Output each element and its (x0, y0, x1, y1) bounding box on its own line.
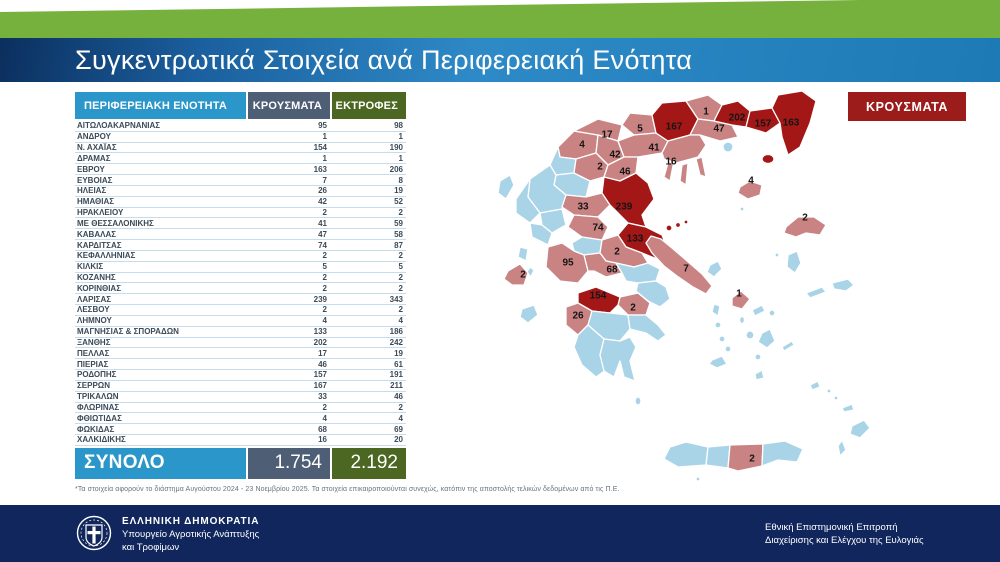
table-row (75, 262, 406, 273)
cases-value: 2 (322, 273, 327, 282)
map-region-label: 5 (637, 123, 643, 135)
table-header-cases: ΚΡΟΥΣΜΑΤΑ (248, 92, 330, 119)
table-total-row (75, 448, 406, 479)
map-region-label: 133 (626, 233, 644, 245)
cases-value: 4 (322, 413, 327, 423)
table-row (75, 370, 406, 381)
region-name: ΚΕΦΑΛΛΗΝΙΑΣ (77, 251, 136, 261)
cases-value: 41 (318, 218, 327, 228)
table-row (75, 186, 406, 197)
table-row (75, 424, 406, 435)
cases-value: 5 (322, 262, 327, 272)
map-region-label: 68 (606, 264, 618, 276)
region-name: ΑΙΤΩΛΟΑΚΑΡΝΑΝΙΑΣ (77, 121, 161, 131)
region-name: ΚΟΖΑΝΗΣ (77, 273, 116, 282)
region-name: ΠΙΕΡΙΑΣ (77, 359, 109, 369)
cases-value: 133 (313, 327, 327, 337)
cases-value: 33 (318, 392, 327, 402)
title-bar (0, 38, 1000, 82)
farms-value: 191 (389, 370, 403, 380)
table-row (75, 164, 406, 175)
farms-value: 2 (398, 402, 403, 412)
top-green-band (0, 0, 1000, 38)
table-row (75, 197, 406, 208)
table-header-farms: ΕΚΤΡΟΦΕΣ (332, 92, 406, 119)
map-region-label: 33 (577, 201, 589, 213)
farms-value: 19 (394, 186, 403, 196)
farms-value: 20 (394, 435, 403, 445)
map-region-label: 46 (619, 166, 631, 178)
farms-value: 2 (398, 305, 403, 315)
table-row (75, 218, 406, 229)
region-name: ΗΜΑΘΙΑΣ (77, 197, 115, 207)
region-name: ΠΕΛΛΑΣ (77, 348, 110, 358)
cases-value: 2 (322, 251, 327, 261)
table-row (75, 338, 406, 349)
cases-value: 163 (313, 164, 327, 174)
cases-value: 202 (313, 337, 327, 347)
cases-value: 42 (318, 197, 327, 207)
farms-value: 19 (394, 348, 403, 358)
region-name: ΞΑΝΘΗΣ (77, 337, 111, 347)
table-body (75, 121, 406, 446)
farms-value: 2 (398, 273, 403, 282)
map-region-label: 16 (665, 156, 677, 168)
region-name: ΚΙΛΚΙΣ (77, 262, 104, 272)
table-row (75, 251, 406, 262)
map-region-label: 47 (713, 123, 725, 135)
regional-data-table (75, 92, 406, 479)
cases-value: 74 (318, 240, 327, 250)
map-region-label: 163 (782, 117, 800, 129)
table-header-region: ΠΕΡΙΦΕΡΕΙΑΚΗ ΕΝΟΤΗΤΑ (75, 92, 246, 119)
region-name: ΚΟΡΙΝΘΙΑΣ (77, 283, 121, 293)
map-region-label: 167 (665, 121, 683, 133)
region-name: ΛΑΡΙΣΑΣ (77, 294, 112, 304)
region-name: ΚΑΒΑΛΑΣ (77, 229, 117, 239)
footer-ministry-line2: και Τροφίμων (122, 541, 180, 553)
region-name: ΛΕΣΒΟΥ (77, 305, 110, 315)
footer-ministry-line1: Υπουργείο Αγροτικής Ανάπτυξης (122, 529, 260, 540)
farms-value: 52 (394, 197, 403, 207)
map-region-label: 1 (736, 288, 742, 300)
table-row (75, 283, 406, 294)
farms-value: 5 (398, 262, 403, 272)
table-row (75, 381, 406, 392)
cases-value: 4 (322, 316, 327, 326)
farms-value: 186 (389, 327, 403, 337)
cases-value: 157 (313, 370, 327, 380)
region-name: ΣΕΡΡΩΝ (77, 381, 110, 391)
farms-value: 4 (398, 316, 403, 326)
cases-value: 16 (318, 435, 327, 445)
region-name: ΚΑΡΔΙΤΣΑΣ (77, 240, 122, 250)
farms-value: 69 (394, 424, 403, 434)
map-region-label: 42 (609, 149, 621, 161)
farms-value: 8 (398, 175, 403, 185)
map-region-label: 2 (630, 302, 636, 314)
map-legend-badge: ΚΡΟΥΣΜΑΤΑ (848, 92, 966, 121)
cases-value: 68 (318, 424, 327, 434)
table-row (75, 348, 406, 359)
region-name: ΜΕ ΘΕΣΣΑΛΟΝΙΚΗΣ (77, 218, 154, 228)
table-row (75, 294, 406, 305)
table-row (75, 240, 406, 251)
region-name: ΔΡΑΜΑΣ (77, 153, 111, 163)
greece-choropleth-map (470, 85, 970, 485)
table-row (75, 359, 406, 370)
footer-ministry-block (122, 516, 259, 554)
table-row (75, 305, 406, 316)
map-region-label: 2 (597, 161, 603, 173)
map-region-label: 239 (615, 201, 633, 213)
region-name: ΧΑΛΚΙΔΙΚΗΣ (77, 435, 126, 445)
region-name: Ν. ΑΧΑΪΑΣ (77, 143, 117, 153)
footer-committee-line2: Διαχείρισης και Ελέγχου της Ευλογιάς (765, 535, 924, 547)
region-name: ΦΛΩΡΙΝΑΣ (77, 402, 120, 412)
map-region-label: 2 (749, 453, 755, 465)
region-name: ΕΒΡΟΥ (77, 164, 105, 174)
table-header-row (75, 92, 406, 119)
farms-value: 87 (394, 240, 403, 250)
region-name: ΑΝΔΡΟΥ (77, 132, 111, 142)
region-name: ΦΘΙΩΤΙΔΑΣ (77, 413, 122, 423)
table-row (75, 413, 406, 424)
table-row (75, 392, 406, 403)
total-cases-value: 1.754 (248, 448, 330, 479)
region-name: ΜΑΓΝΗΣΙΑΣ & ΣΠΟΡΑΔΩΝ (77, 327, 179, 337)
footer-hellenic-republic: ΕΛΛΗΝΙΚΗ ΔΗΜΟΚΡΑΤΙΑ (122, 516, 260, 527)
cases-value: 95 (318, 121, 327, 131)
table-row (75, 143, 406, 154)
map-region-label: 7 (683, 263, 689, 275)
farms-value: 343 (389, 294, 403, 304)
farms-value: 59 (394, 218, 403, 228)
map-region-label: 157 (754, 118, 772, 130)
table-row (75, 327, 406, 338)
cases-value: 26 (318, 186, 327, 196)
table-row (75, 403, 406, 414)
farms-value: 2 (398, 208, 403, 218)
map-region-label: 2 (520, 269, 526, 281)
footer-committee-block (765, 521, 924, 548)
table-row (75, 435, 406, 446)
table-row (75, 153, 406, 164)
region-name: ΗΡΑΚΛΕΙΟΥ (77, 208, 124, 218)
table-row (75, 229, 406, 240)
region-name: ΤΡΙΚΑΛΩΝ (77, 392, 119, 402)
map-region-label: 1 (703, 106, 709, 118)
table-row (75, 273, 406, 284)
map-region-label: 4 (748, 175, 754, 187)
farms-value: 242 (389, 337, 403, 347)
farms-value: 58 (394, 229, 403, 239)
farms-value: 2 (398, 251, 403, 261)
farms-value: 1 (398, 153, 403, 163)
farms-value: 190 (389, 143, 403, 153)
cases-value: 2 (322, 208, 327, 218)
region-name: ΗΛΕΙΑΣ (77, 186, 107, 196)
map-region-label: 26 (572, 310, 584, 322)
cases-value: 47 (318, 229, 327, 239)
region-name: ΕΥΒΟΙΑΣ (77, 175, 113, 185)
cases-value: 2 (322, 402, 327, 412)
map-region-label: 154 (589, 290, 607, 302)
map-region-label: 74 (592, 222, 604, 234)
cases-value: 2 (322, 283, 327, 293)
cases-value: 7 (322, 175, 327, 185)
cases-value: 46 (318, 359, 327, 369)
map-region-label: 2 (614, 246, 620, 258)
farms-value: 211 (390, 381, 403, 391)
greece-map-svg (470, 85, 970, 485)
map-region-label: 95 (562, 257, 574, 269)
map-region-label: 4 (579, 139, 585, 151)
cases-value: 1 (322, 153, 327, 163)
total-label: ΣΥΝΟΛΟ (75, 448, 246, 479)
farms-value: 2 (398, 283, 403, 293)
table-row (75, 316, 406, 327)
farms-value: 46 (394, 392, 403, 402)
total-farms-value: 2.192 (332, 448, 406, 479)
hellenic-republic-emblem-icon (75, 514, 113, 552)
farms-value: 61 (394, 359, 403, 369)
map-region-label: 202 (728, 112, 746, 124)
map-region-label: 17 (601, 129, 613, 141)
farms-value: 4 (398, 413, 403, 423)
cases-value: 2 (322, 305, 327, 315)
table-row (75, 208, 406, 219)
map-region-label: 41 (648, 142, 660, 154)
page-title: Συγκεντρωτικά Στοιχεία ανά Περιφερειακή Ενότητα (75, 45, 693, 75)
table-row (75, 121, 406, 132)
cases-value: 1 (322, 132, 327, 142)
footer-committee-line1: Εθνική Επιστημονική Επιτροπή (765, 522, 898, 533)
cases-value: 17 (318, 348, 327, 358)
region-name: ΦΩΚΙΔΑΣ (77, 424, 115, 434)
farms-value: 98 (394, 121, 403, 131)
footer-bar (0, 505, 1000, 562)
map-region-label: 2 (802, 212, 808, 224)
region-name: ΡΟΔΟΠΗΣ (77, 370, 117, 380)
table-row (75, 175, 406, 186)
map-regions-mainland (516, 91, 816, 405)
table-row (75, 132, 406, 143)
footnote: *Τα στοιχεία αφορούν το διάστημα Αυγούστου 2024 - 23 Νοεμβρίου 2025. Τα στοιχεία επικαιροποιούνται συνεχώς, κατόπιν της αποστολής τελικών δεδομένων από τις Π.Ε. (75, 486, 620, 493)
farms-value: 206 (389, 164, 403, 174)
cases-value: 167 (313, 381, 327, 391)
cases-value: 239 (313, 294, 327, 304)
farms-value: 1 (398, 132, 403, 142)
cases-value: 154 (313, 143, 327, 153)
region-name: ΛΗΜΝΟΥ (77, 316, 112, 326)
